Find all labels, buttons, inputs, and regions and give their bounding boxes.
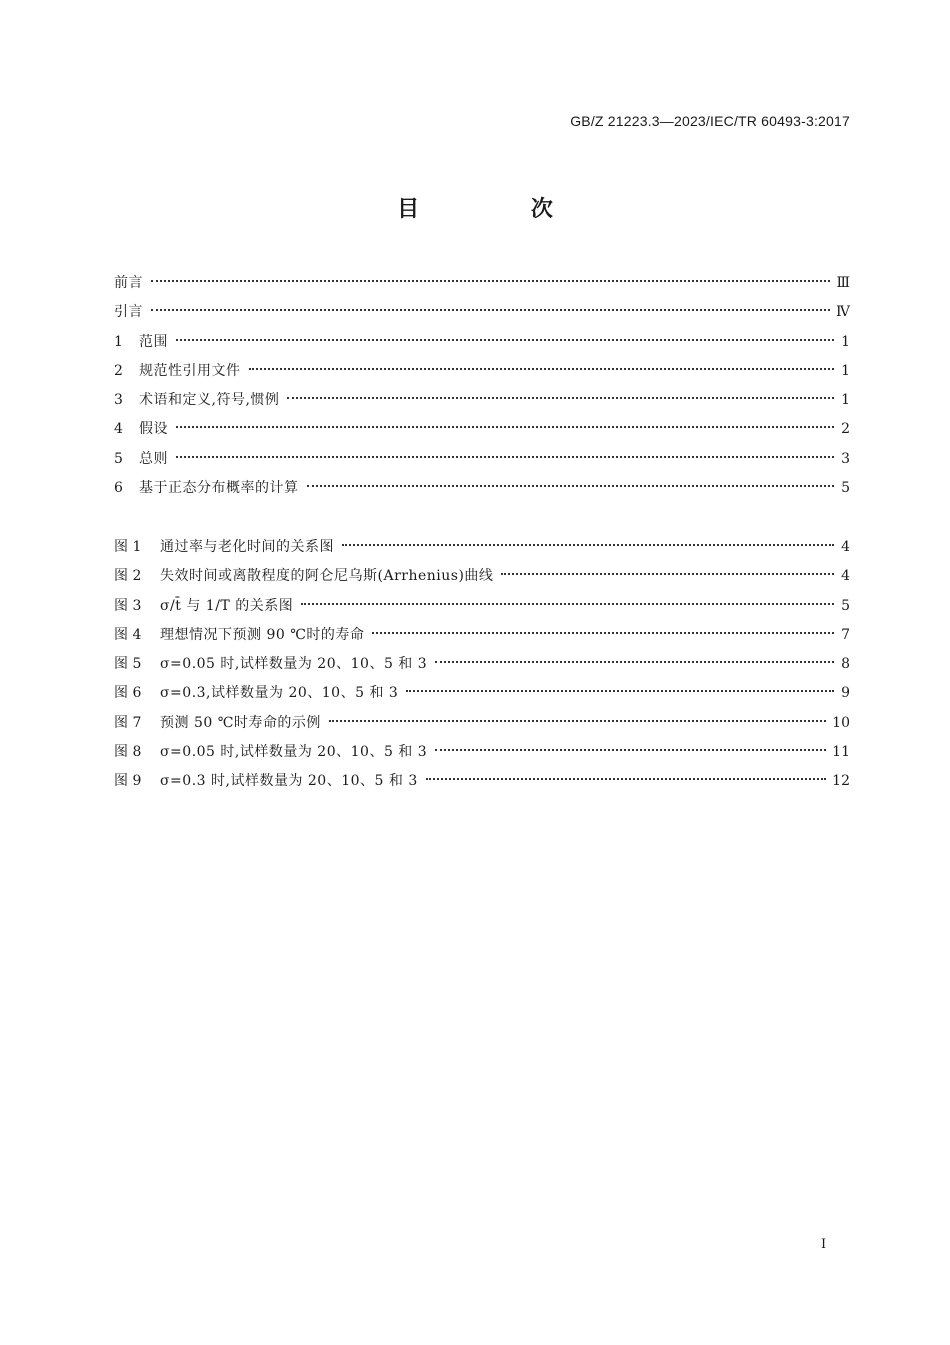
toc-entry-introduction[interactable] [114,301,850,330]
toc-figure-6[interactable] [114,682,850,711]
dot-leader [151,280,830,282]
page-title: 目 次 [397,197,605,222]
dot-leader [406,690,834,692]
toc-entry-number: 1 [114,333,123,350]
figure-label: 预测 50 ℃时寿命的示例 [160,714,321,731]
dot-leader [249,368,835,370]
toc-entry-label: 规范性引用文件 [139,362,241,379]
toc-section-list [114,272,850,506]
figure-page: 8 [841,656,850,673]
dot-leader [435,661,834,663]
toc-entry-general[interactable] [114,448,850,477]
figure-page: 7 [841,626,850,643]
toc-figure-8[interactable] [114,741,850,770]
figure-page: 4 [841,568,850,585]
toc-entry-label: 术语和定义,符号,惯例 [139,392,280,409]
figure-number: 图 9 [114,773,142,790]
toc-entry-label: 假设 [139,421,168,438]
figure-page: 10 [832,714,850,731]
figure-number: 图 2 [114,568,142,585]
figure-number: 图 3 [114,597,142,614]
toc-entry-page: 3 [841,450,850,467]
toc-entry-label: 范围 [139,333,168,350]
dot-leader [307,485,835,487]
dot-leader [329,720,826,722]
toc-entry-number: 4 [114,421,123,438]
toc-entry-label: 总则 [139,450,168,467]
toc-entry-page: Ⅳ [836,304,850,321]
toc-figure-5[interactable] [114,653,850,682]
figure-label: σ=0.05 时,试样数量为 20、10、5 和 3 [160,744,428,761]
toc-entry-label: 基于正态分布概率的计算 [139,480,299,497]
toc-figure-4[interactable] [114,624,850,653]
dot-leader [287,397,834,399]
toc-entry-normative-references[interactable] [114,360,850,389]
toc-entry-number: 5 [114,450,123,467]
dot-leader [301,603,834,605]
toc-figure-3[interactable] [114,595,850,624]
figure-number: 图 8 [114,744,142,761]
figure-page: 11 [832,744,850,761]
dot-leader [342,544,834,546]
dot-leader [435,749,826,751]
toc-entry-scope[interactable] [114,331,850,360]
dot-leader [176,456,834,458]
figure-page: 9 [841,685,850,702]
toc-entry-page: 2 [841,421,850,438]
dot-leader [501,573,834,575]
standard-code-header: GB/Z 21223.3—2023/IEC/TR 60493-3:2017 [570,113,850,129]
figure-label: σ/t̄ 与 1/T 的关系图 [160,597,294,614]
toc-entry-number: 3 [114,392,123,409]
toc-entry-label: 前言 [114,275,143,291]
page-number: I [821,1237,827,1252]
toc-entry-page: 1 [841,392,850,409]
toc-figure-9[interactable] [114,770,850,799]
figure-label: 通过率与老化时间的关系图 [160,539,334,555]
figure-label: σ=0.3 时,试样数量为 20、10、5 和 3 [160,773,418,790]
toc-figure-7[interactable] [114,712,850,741]
dot-leader [151,309,830,311]
toc-entry-label: 引言 [114,304,143,321]
dot-leader [176,339,834,341]
figure-label: σ=0.05 时,试样数量为 20、10、5 和 3 [160,656,428,673]
toc-entry-page: 1 [841,333,850,350]
toc-entry-number: 6 [114,480,123,497]
figure-label: 理想情况下预测 90 ℃时的寿命 [160,626,365,643]
dot-leader [176,426,834,428]
toc-figure-list [114,536,850,800]
figure-number: 图 5 [114,656,142,673]
figure-label: 失效时间或离散程度的阿仑尼乌斯(Arrhenius)曲线 [160,568,494,585]
toc-figure-1[interactable] [114,536,850,565]
dot-leader [426,778,826,780]
toc-entry-number: 2 [114,362,123,379]
toc-entry-assumptions[interactable] [114,418,850,447]
toc-entry-page: 5 [841,480,850,497]
figure-number: 图 4 [114,626,142,643]
toc-entry-page: Ⅲ [836,275,850,291]
figure-number: 图 1 [114,539,142,555]
dot-leader [372,632,834,634]
figure-number: 图 7 [114,714,142,731]
figure-number: 图 6 [114,685,142,702]
figure-page: 12 [832,773,850,790]
figure-page: 5 [841,597,850,614]
figure-page: 4 [841,539,850,555]
figure-label: σ=0.3,试样数量为 20、10、5 和 3 [160,685,399,702]
toc-figure-2[interactable] [114,565,850,594]
toc-entry-page: 1 [841,362,850,379]
toc-entry-terms-definitions[interactable] [114,389,850,418]
toc-entry-foreword[interactable] [114,272,850,301]
toc-entry-normal-distribution[interactable] [114,477,850,506]
